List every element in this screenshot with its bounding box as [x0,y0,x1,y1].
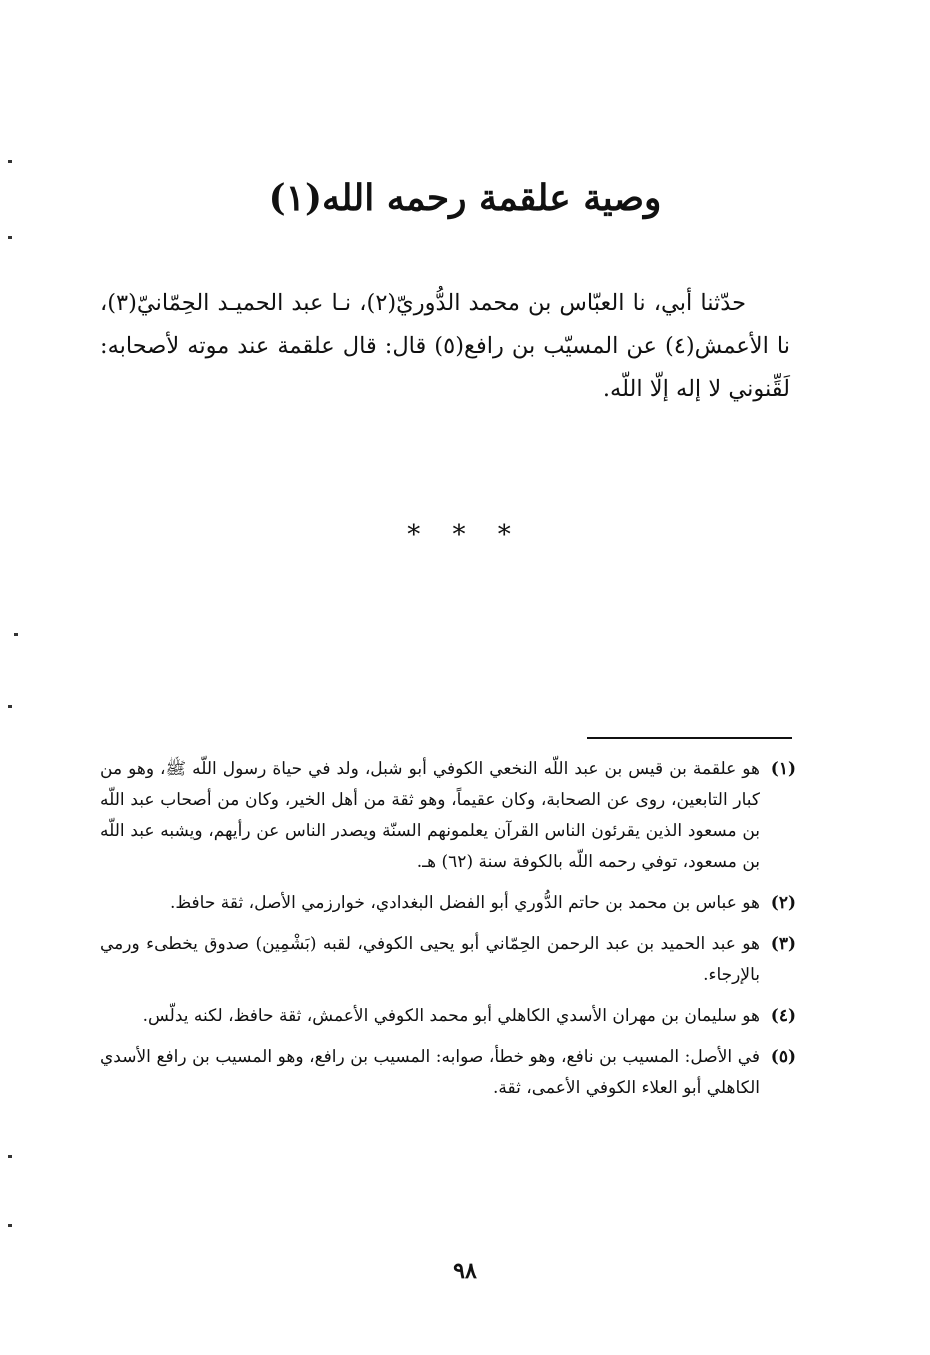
scan-speck [8,236,12,239]
footnote-3 [100,929,796,991]
page-number: ٩٨ [453,1258,477,1284]
scan-speck [8,705,12,708]
footnote-text: هو سليمان بن مهران الأسدي الكاهلي أبو محمد الكوفي الأعمش، ثقة حافظ، لكنه يدلّس. [142,1006,760,1026]
footnote-number: (١) [770,759,796,779]
footnote-text: هو عباس بن محمد بن حاتم الدُّوري أبو الفضل البغدادي، خوارزمي الأصل، ثقة حافظ. [170,893,760,913]
scan-speck [14,633,18,636]
heading-footnote-ref: (١) [268,177,323,219]
footnote-2 [100,888,796,919]
footnote-1 [100,754,796,878]
footnote-number: (٥) [770,1047,796,1067]
chapter-heading-text: وصية علقمة رحمه الله [322,177,662,219]
footnote-4 [100,1001,796,1032]
footnotes [100,754,796,1114]
scan-speck [8,160,12,163]
body-paragraph [100,282,790,411]
section-separator: * * * [407,520,523,550]
footnote-number: (٤) [770,1006,796,1026]
scan-speck [8,1155,12,1158]
scan-speck [8,1224,12,1227]
chapter-heading [0,168,930,228]
footnote-number: (٣) [770,934,796,954]
footnote-text: في الأصل: المسيب بن نافع، وهو خطأ، صوابه: المسيب بن رافع، وهو المسيب بن رافع الأسدي الكاهلي أبو العلاء الكوفي الأعمى، ثقة. [100,1047,760,1098]
footnote-number: (٢) [770,893,796,913]
body-paragraph-text: حدّثنا أبي، نا العبّاس بن محمد الدُّوريّ(٢)، نـا عبد الحميـد الحِمّانيّ(٣)، نا الأعمش(٤) عن المسيّب بن رافع(٥) قال: قال علقمة عند موته لأصحابه: لَقِّنوني لا إله إلّا اللّه. [100,290,790,402]
footnote-text: هو علقمة بن قيس بن عبد اللّه النخعي الكوفي أبو شبل، ولد في حياة رسول اللّه ﷺ، وهو من كبار التابعين، روى عن الصحابة، وكان عقيماً، وهو ثقة من أهل الخير، وكان من أصحاب عبد اللّه بن مسعود الذين يقرئون الناس القرآن يعلمونهم السنّة ويصدر الناس عن رأيهم، ويشبه عبد اللّه بن مسعود، توفي رحمه اللّه بالكوفة سنة (٦٢) هـ. [100,759,760,872]
footnote-5 [100,1042,796,1104]
footnote-rule [587,737,792,739]
footnote-text: هو عبد الحميد بن عبد الرحمن الحِمّاني أبو يحيى الكوفي، لقبه (بَشْمِين) صدوق يخطىء ورمي بالإرجاء. [100,934,760,985]
